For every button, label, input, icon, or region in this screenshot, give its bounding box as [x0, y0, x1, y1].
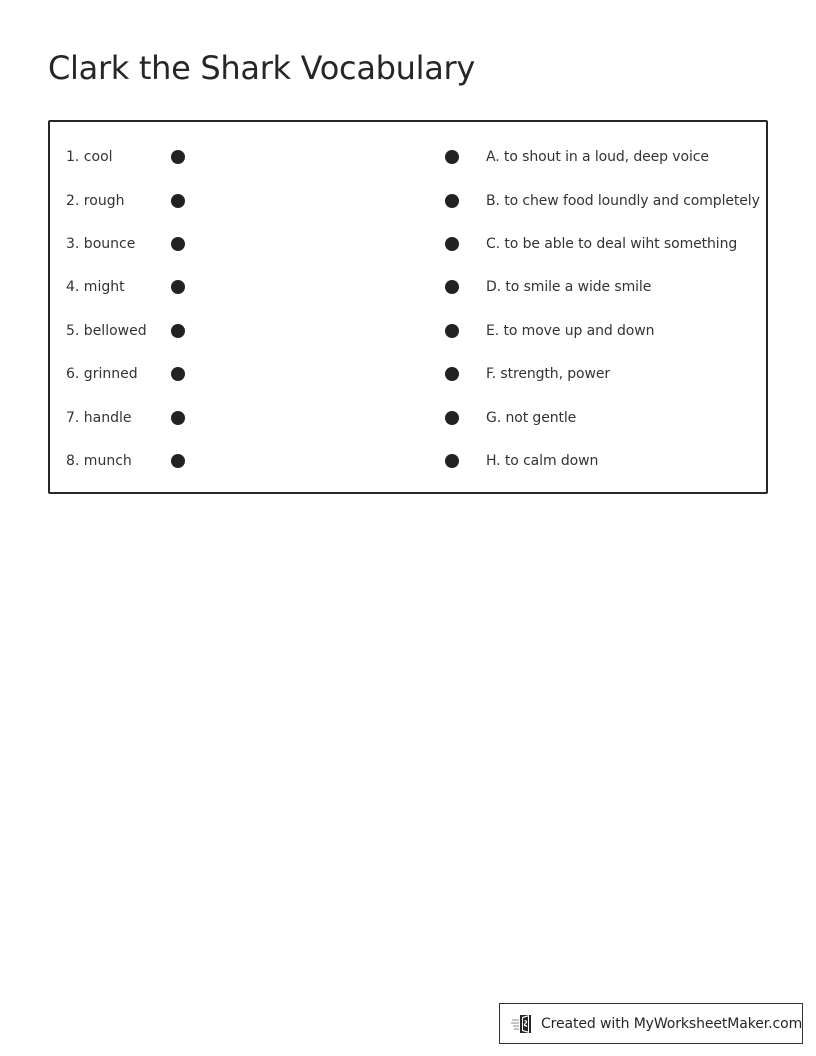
definition-label: G. not gentle — [486, 410, 577, 426]
term-label: 8. munch — [66, 453, 132, 469]
definition-connector-dot[interactable] — [445, 194, 459, 208]
definition-connector-dot[interactable] — [445, 280, 459, 294]
term-label: 6. grinned — [66, 366, 138, 382]
matching-row — [50, 364, 766, 384]
definition-connector-dot[interactable] — [445, 324, 459, 338]
definition-connector-dot[interactable] — [445, 411, 459, 425]
term-connector-dot[interactable] — [171, 454, 185, 468]
worksheet-maker-logo-icon — [511, 1013, 535, 1035]
matching-row — [50, 147, 766, 167]
term-connector-dot[interactable] — [171, 237, 185, 251]
term-label: 3. bounce — [66, 236, 136, 252]
matching-row — [50, 451, 766, 471]
page-title: Clark the Shark Vocabulary — [48, 49, 476, 87]
matching-row — [50, 234, 766, 254]
footer-credit-text: Created with MyWorksheetMaker.com — [541, 1015, 803, 1032]
definition-label: D. to smile a wide smile — [486, 279, 652, 295]
term-connector-dot[interactable] — [171, 194, 185, 208]
definition-label: B. to chew food loundly and completely — [486, 193, 760, 209]
term-connector-dot[interactable] — [171, 324, 185, 338]
matching-row — [50, 408, 766, 428]
definition-connector-dot[interactable] — [445, 367, 459, 381]
term-label: 4. might — [66, 279, 125, 295]
term-label: 5. bellowed — [66, 323, 147, 339]
matching-row — [50, 321, 766, 341]
term-connector-dot[interactable] — [171, 150, 185, 164]
definition-connector-dot[interactable] — [445, 237, 459, 251]
term-label: 7. handle — [66, 410, 132, 426]
term-connector-dot[interactable] — [171, 411, 185, 425]
term-label: 1. cool — [66, 149, 113, 165]
term-connector-dot[interactable] — [171, 367, 185, 381]
matching-exercise-box — [48, 120, 768, 494]
definition-connector-dot[interactable] — [445, 150, 459, 164]
footer-credit-badge[interactable] — [499, 1003, 803, 1044]
definition-label: H. to calm down — [486, 453, 599, 469]
definition-label: F. strength, power — [486, 366, 611, 382]
term-connector-dot[interactable] — [171, 280, 185, 294]
matching-row — [50, 277, 766, 297]
definition-label: E. to move up and down — [486, 323, 655, 339]
term-label: 2. rough — [66, 193, 125, 209]
definition-connector-dot[interactable] — [445, 454, 459, 468]
definition-label: A. to shout in a loud, deep voice — [486, 149, 709, 165]
definition-label: C. to be able to deal wiht something — [486, 236, 738, 252]
matching-row — [50, 191, 766, 211]
